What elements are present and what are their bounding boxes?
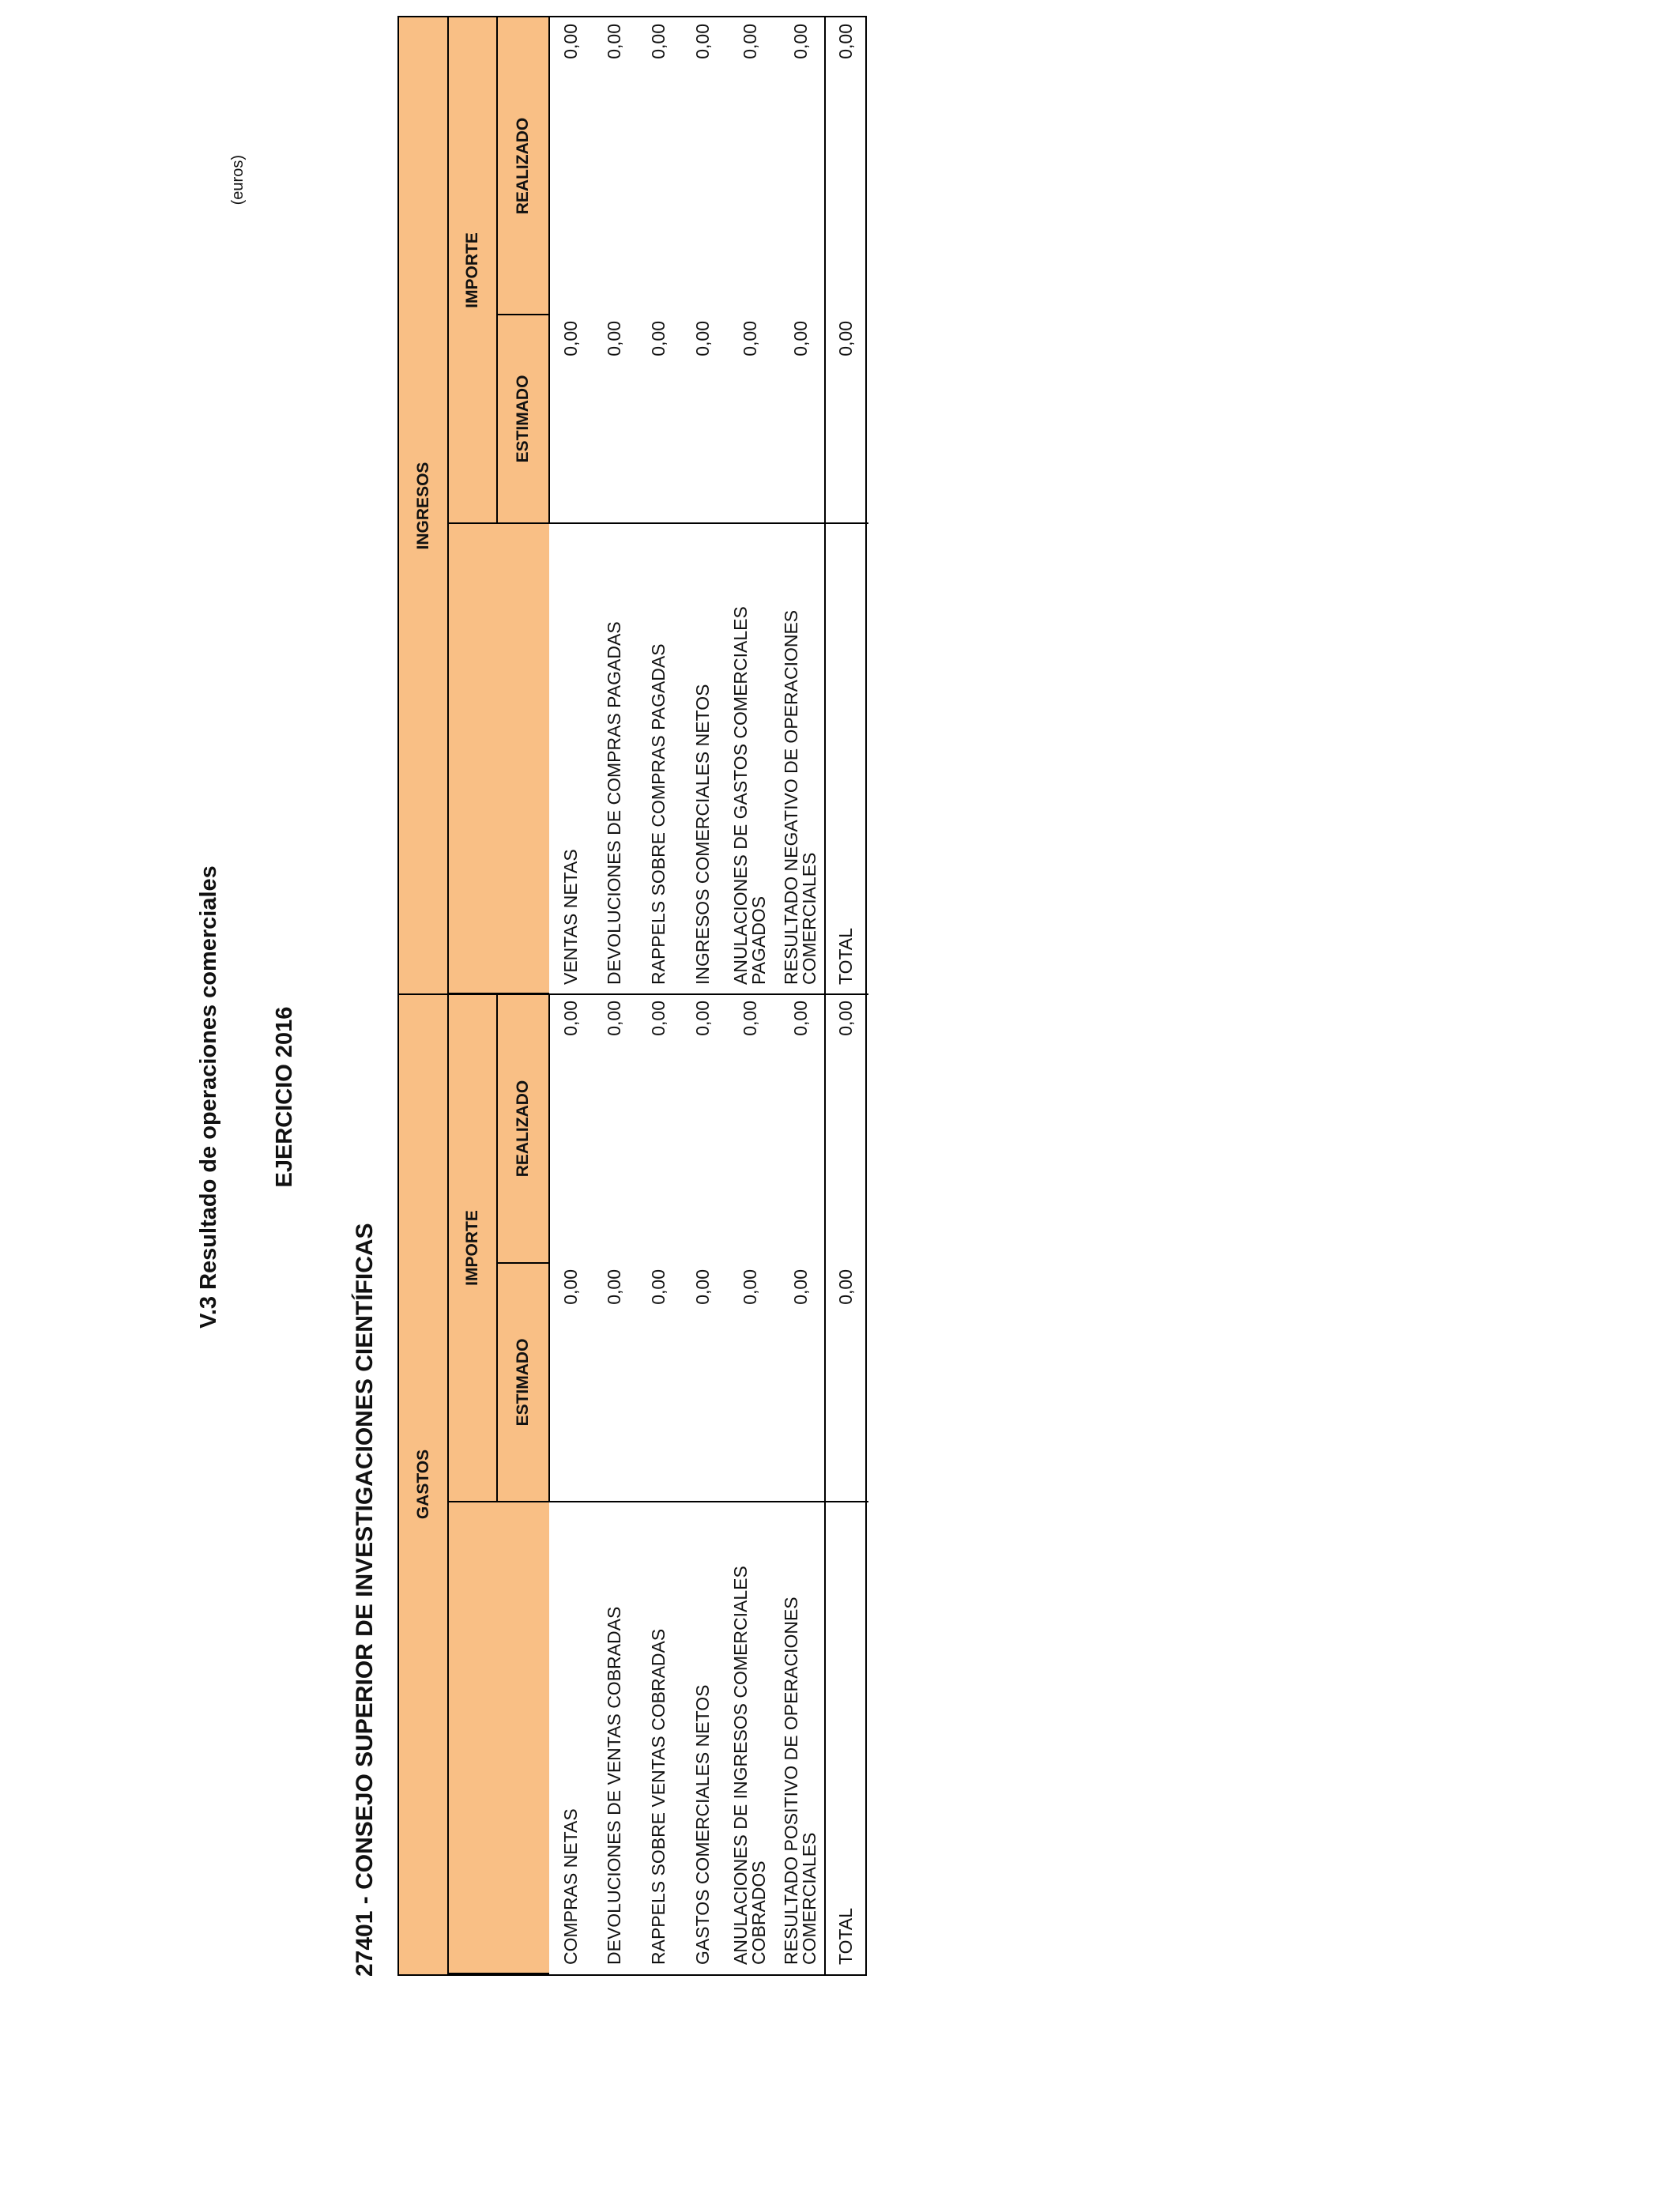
- gastos-row-realizado: 0,00: [559, 1001, 581, 1036]
- ingresos-row-realizado: 0,00: [691, 24, 713, 59]
- ingresos-row-estimado: 0,00: [739, 321, 760, 356]
- gastos-row-realizado: 0,00: [647, 1001, 669, 1036]
- ingresos-row-realizado: 0,00: [789, 24, 811, 59]
- gastos-row-estimado: 0,00: [739, 1269, 760, 1305]
- ingresos-row-estimado: 0,00: [789, 321, 811, 356]
- gastos-row-concept: DEVOLUCIONES DE VENTAS COBRADAS: [603, 1606, 624, 1965]
- grid-line: [496, 994, 498, 1502]
- gastos-row-estimado: 0,00: [789, 1269, 811, 1305]
- gastos-row-estimado: 0,00: [691, 1269, 713, 1305]
- ingresos-row-estimado: 0,00: [647, 321, 669, 356]
- ingresos-row-estimado: 0,00: [603, 321, 624, 356]
- units-label: (euros): [229, 155, 247, 205]
- results-table: [397, 16, 867, 1976]
- ingresos-realizado-header: REALIZADO: [497, 17, 549, 315]
- entity-title: 27401 - CONSEJO SUPERIOR DE INVESTIGACIONES CIENTÍFICAS: [352, 1223, 378, 1977]
- gastos-concept-header: [448, 1502, 549, 1974]
- ingresos-row-concept: VENTAS NETAS: [559, 849, 581, 985]
- gastos-row-estimado: 0,00: [834, 1269, 856, 1305]
- grid-line: [496, 17, 498, 523]
- ingresos-concept-header: [448, 523, 549, 994]
- gastos-row-realizado: 0,00: [834, 1001, 856, 1036]
- gastos-row-realizado: 0,00: [739, 1001, 760, 1036]
- gastos-row-concept: GASTOS COMERCIALES NETOS: [691, 1684, 713, 1965]
- gastos-row-concept: RESULTADO POSITIVO DE OPERACIONES COMERCIALES: [781, 1596, 819, 1965]
- grid-line: [497, 314, 549, 315]
- ingresos-row-concept: ANULACIONES DE GASTOS COMERCIALES PAGADOS: [730, 606, 769, 985]
- gastos-header: GASTOS: [399, 994, 448, 1974]
- ingresos-row-concept: RAPPELS SOBRE COMPRAS PAGADAS: [647, 643, 669, 985]
- gastos-row-concept: ANULACIONES DE INGRESOS COMERCIALES COBRADOS: [730, 1566, 769, 1965]
- ingresos-row-concept: INGRESOS COMERCIALES NETOS: [691, 684, 713, 985]
- ingresos-row-estimado: 0,00: [559, 321, 581, 356]
- grid-line: [447, 17, 449, 1974]
- ingresos-estimado-header: ESTIMADO: [497, 315, 549, 523]
- gastos-row-realizado: 0,00: [603, 1001, 624, 1036]
- document-title: V.3 Resultado de operaciones comerciales: [196, 865, 221, 1329]
- ingresos-row-realizado: 0,00: [603, 24, 624, 59]
- ingresos-row-realizado: 0,00: [559, 24, 581, 59]
- gastos-row-estimado: 0,00: [559, 1269, 581, 1305]
- ingresos-importe-header: IMPORTE: [448, 17, 497, 523]
- gastos-row-estimado: 0,00: [647, 1269, 669, 1305]
- ingresos-row-realizado: 0,00: [647, 24, 669, 59]
- ingresos-row-estimado: 0,00: [834, 321, 856, 356]
- ingresos-row-estimado: 0,00: [691, 321, 713, 356]
- total-separator: [824, 17, 826, 1974]
- gastos-row-concept: TOTAL: [834, 1908, 856, 1965]
- ingresos-row-concept: DEVOLUCIONES DE COMPRAS PAGADAS: [603, 621, 624, 985]
- ingresos-header: INGRESOS: [399, 17, 448, 994]
- gastos-realizado-header: REALIZADO: [497, 994, 549, 1263]
- gastos-estimado-header: ESTIMADO: [497, 1263, 549, 1502]
- gastos-importe-header: IMPORTE: [448, 994, 497, 1502]
- gastos-row-realizado: 0,00: [789, 1001, 811, 1036]
- gastos-row-concept: COMPRAS NETAS: [559, 1808, 581, 1965]
- ingresos-row-realizado: 0,00: [739, 24, 760, 59]
- gastos-row-realizado: 0,00: [691, 1001, 713, 1036]
- ingresos-row-concept: TOTAL: [834, 928, 856, 985]
- fiscal-year-subtitle: EJERCICIO 2016: [272, 1006, 297, 1188]
- grid-line: [448, 1973, 549, 1974]
- gastos-row-estimado: 0,00: [603, 1269, 624, 1305]
- gastos-row-concept: RAPPELS SOBRE VENTAS COBRADAS: [647, 1628, 669, 1965]
- grid-line: [497, 1262, 549, 1264]
- ingresos-row-realizado: 0,00: [834, 24, 856, 59]
- ingresos-row-concept: RESULTADO NEGATIVO DE OPERACIONES COMERCIALES: [781, 609, 819, 985]
